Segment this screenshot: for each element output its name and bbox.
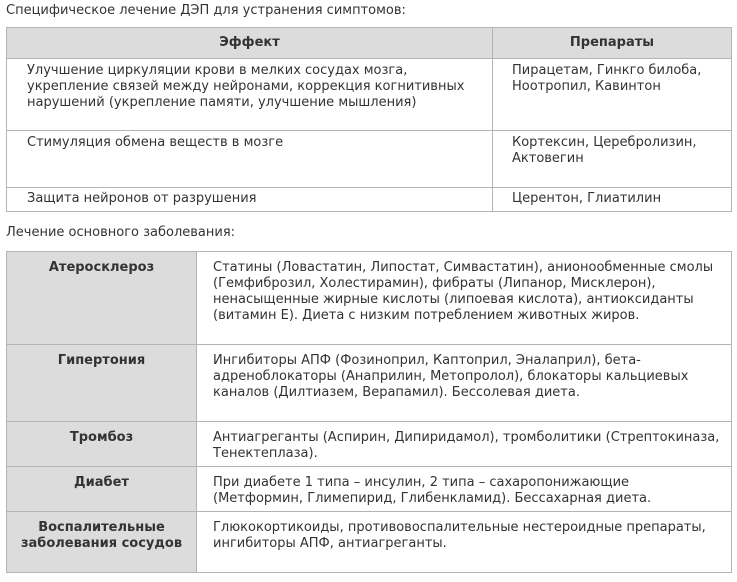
table-header-row xyxy=(7,28,732,59)
disease-cell: Атеросклероз xyxy=(7,252,197,345)
table-row xyxy=(7,131,732,188)
treatment-cell: Статины (Ловастатин, Липостат, Симвастатин), анионообменные смолы (Гемфиброзил, Холестирамин), фибраты (Липанор, Мисклерон), ненасыщенные жирные кислоты (липоевая кислота), антиоксиданты (витамин Е). Диета с низким потреблением животных жиров. xyxy=(197,252,732,345)
disease-cell: Гипертония xyxy=(7,345,197,422)
header-drugs: Препараты xyxy=(493,28,732,59)
symptom-table-caption: Специфическое лечение ДЭП для устранения симптомов: xyxy=(6,3,406,18)
disease-treatment-table xyxy=(6,251,732,573)
table-row xyxy=(7,345,732,422)
disease-table-caption: Лечение основного заболевания: xyxy=(6,225,236,240)
treatment-cell: При диабете 1 типа – инсулин, 2 типа – сахаропонижающие (Метформин, Глимепирид, Глибенкламид). Бессахарная диета. xyxy=(197,467,732,512)
disease-cell: Диабет xyxy=(7,467,197,512)
treatment-cell: Антиагреганты (Аспирин, Дипиридамол), тромболитики (Стрептокиназа, Тенектеплаза). xyxy=(197,422,732,467)
drugs-cell: Пирацетам, Гинкго билоба, Ноотропил, Кавинтон xyxy=(493,59,732,131)
header-effect: Эффект xyxy=(7,28,493,59)
table-row xyxy=(7,467,732,512)
table-row xyxy=(7,59,732,131)
treatment-cell: Ингибиторы АПФ (Фозиноприл, Каптоприл, Эналаприл), бета-адреноблокаторы (Анаприлин, Метопролол), блокаторы кальциевых каналов (Дилтиазем, Верапамил). Бессолевая диета. xyxy=(197,345,732,422)
effect-cell: Улучшение циркуляции крови в мелких сосудах мозга, укрепление связей между нейронами, коррекция когнитивных нарушений (укрепление памяти, улучшение мышления) xyxy=(7,59,493,131)
effect-cell: Защита нейронов от разрушения xyxy=(7,188,493,212)
table-row xyxy=(7,252,732,345)
effect-cell: Стимуляция обмена веществ в мозге xyxy=(7,131,493,188)
drugs-cell: Церентон, Глиатилин xyxy=(493,188,732,212)
table-row xyxy=(7,512,732,573)
table-row xyxy=(7,422,732,467)
treatment-cell: Глюкокортикоиды, противовоспалительные нестероидные препараты, ингибиторы АПФ, антиагреганты. xyxy=(197,512,732,573)
disease-cell: Тромбоз xyxy=(7,422,197,467)
drugs-cell: Кортексин, Церебролизин, Актовегин xyxy=(493,131,732,188)
table-row xyxy=(7,188,732,212)
symptom-treatment-table xyxy=(6,27,732,212)
disease-cell: Воспалительные заболевания сосудов xyxy=(7,512,197,573)
